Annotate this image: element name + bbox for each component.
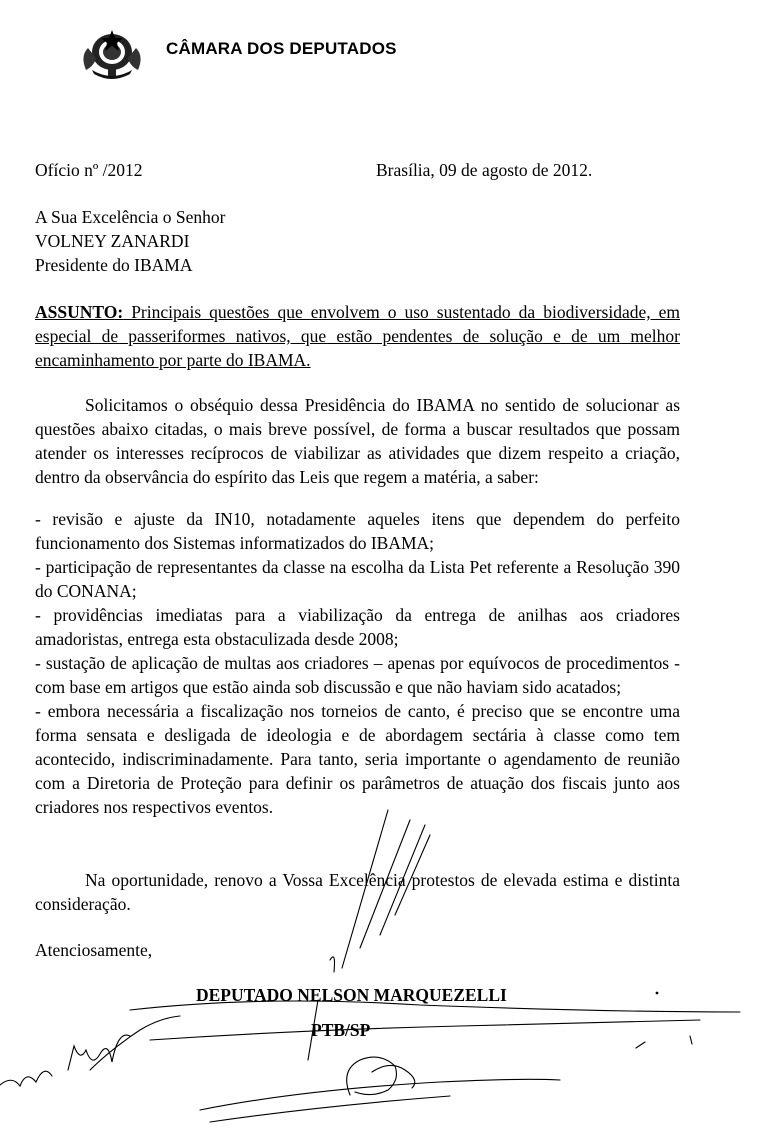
closing-paragraph: Na oportunidade, renovo a Vossa Excelência protestos de elevada estima e distinta consideração. bbox=[35, 870, 680, 914]
signatory-party: PTB/SP bbox=[311, 1020, 371, 1040]
signature-stroke bbox=[347, 1057, 397, 1095]
institution-name: CÂMARA DOS DEPUTADOS bbox=[166, 39, 397, 58]
signature-stroke bbox=[200, 1079, 560, 1110]
signature-stroke bbox=[690, 1036, 692, 1044]
recipient-salutation: A Sua Excelência o Senhor bbox=[35, 207, 226, 227]
recipient-title: Presidente do IBAMA bbox=[35, 255, 193, 275]
signature-stroke bbox=[636, 1042, 645, 1048]
intro-paragraph: Solicitamos o obséquio dessa Presidência do IBAMA no sentido de solucionar as questões abaixo citadas, o mais breve possível, de forma a buscar resultados que possam atender os interesses recíprocos de viabilizar as atividades que dizem respeito a criação, dentro da observância do espírito das Leis que regem a matéria, a saber: bbox=[35, 395, 680, 487]
place-date: Brasília, 09 de agosto de 2012. bbox=[376, 160, 593, 180]
request-list bbox=[35, 507, 680, 819]
recipient-block bbox=[35, 205, 435, 277]
ink-dot bbox=[656, 992, 659, 995]
signature-stroke bbox=[372, 1065, 415, 1088]
subject-label: ASSUNTO: bbox=[35, 302, 124, 322]
signature-stroke bbox=[150, 1020, 700, 1040]
coat-of-arms-icon bbox=[78, 26, 146, 82]
signature-stroke bbox=[90, 1016, 180, 1070]
list-item: - providências imediatas para a viabilização da entrega de anilhas aos criadores amadoristas, entrega esta obstaculizada desde 2008; bbox=[35, 605, 680, 649]
closing-salutation: Atenciosamente, bbox=[35, 940, 153, 960]
signature-stroke bbox=[0, 1071, 52, 1086]
recipient-name: VOLNEY ZANARDI bbox=[35, 231, 190, 251]
list-item: - participação de representantes da classe na escolha da Lista Pet referente a Resolução 390 do CONANA; bbox=[35, 557, 680, 601]
signature-stroke bbox=[210, 1096, 450, 1122]
list-item: - embora necessária a fiscalização nos torneios de canto, é preciso que se encontre uma forma sensata e desligada de ideologia e de abordagem sectária à classe como tem acontecido, indiscriminadamente. Para tanto, seria importante o agendamento de reunião com a Diretoria de Proteção para definir os parâmetros de atuação dos fiscais junto aos criadores nos respectivos eventos. bbox=[35, 701, 680, 817]
office-number: Ofício nº /2012 bbox=[35, 160, 143, 180]
signature-stroke bbox=[68, 1035, 130, 1070]
signature-stroke bbox=[330, 957, 335, 972]
signatory-name: DEPUTADO NELSON MARQUEZELLI bbox=[196, 985, 507, 1005]
subject-text: Principais questões que envolvem o uso sustentado da biodiversidade, em especial de passeriformes nativos, que estão pendentes de solução e de um melhor encaminhamento por parte do IBAMA. bbox=[35, 302, 680, 370]
list-item: - revisão e ajuste da IN10, notadamente aqueles itens que dependem do perfeito funcionamento dos Sistemas informatizados do IBAMA; bbox=[35, 509, 680, 553]
subject-line bbox=[35, 300, 680, 372]
letterhead bbox=[78, 26, 397, 82]
list-item: - sustação de aplicação de multas aos criadores – apenas por equívocos de procedimentos - com base em artigos que estão ainda sob discussão e que não haviam sido acatados; bbox=[35, 653, 680, 697]
